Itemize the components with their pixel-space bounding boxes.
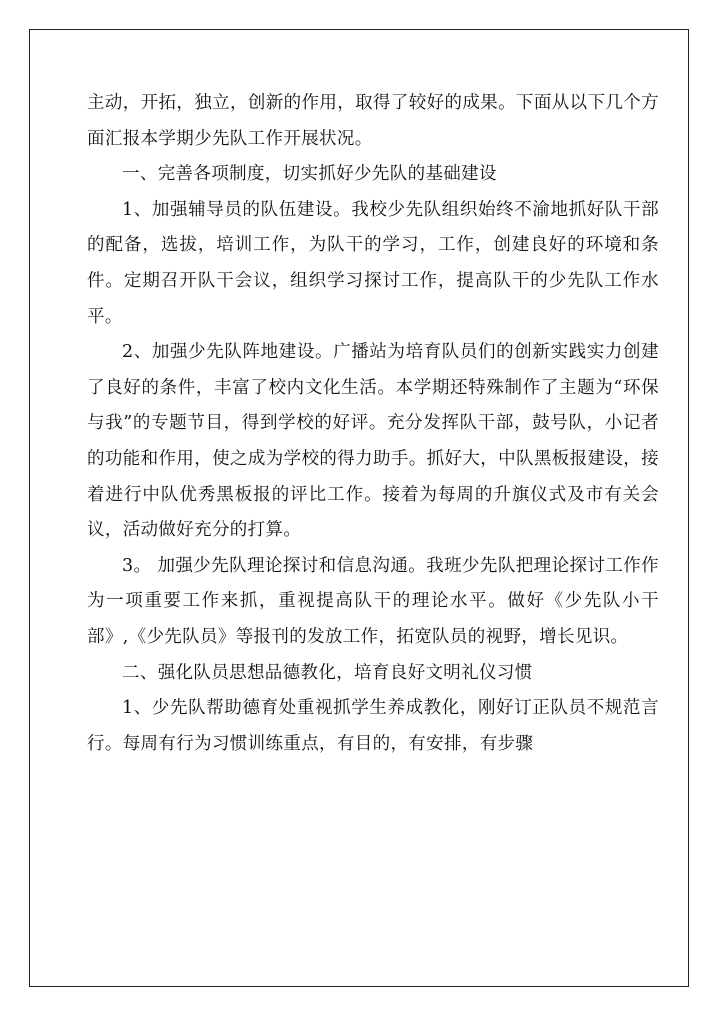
paragraph-1-3: 3。 加强少先队理论探讨和信息沟通。我班少先队把理论探讨工作作为一项重要工作来抓，重视提高队干的理论水平。做好《少先队小干部》,《少先队员》等报刊的发放工作，拓宽队员的视野，增长见识。 [87, 555, 659, 647]
paragraph-2-1: 1、少先队帮助德育处重视抓学生养成教化，刚好订正队员不规范言行。每周有行为习惯训练重点，有目的，有安排，有步骤 [87, 698, 659, 754]
section-heading-2: 二、强化队员思想品德教化，培育良好文明礼仪习惯 [122, 662, 533, 683]
paragraph-1-2: 2、加强少先队阵地建设。广播站为培育队员们的创新实践实力创建了良好的条件，丰富了校内文化生活。本学期还特殊制作了主题为“环保与我”的专题节目，得到学校的好评。充分发挥队干部，鼓号队，小记者的功能和作用，使之成为学校的得力助手。抓好大，中队黑板报建设，接着进行中队优秀黑板报的评比工作。接着为每周的升旗仪式及市有关会议，活动做好充分的打算。 [87, 342, 659, 541]
document-body [87, 86, 659, 762]
section-heading-1: 一、完善各项制度，切实抓好少先队的基础建设 [122, 164, 497, 185]
paragraph-1-1: 1、加强辅导员的队伍建设。我校少先队组织始终不渝地抓好队干部的配备，选拔，培训工作，为队干的学习，工作，创建良好的环境和条件。定期召开队干会议，组织学习探讨工作，提高队干的少先队工作水平。 [87, 199, 659, 327]
paragraph-intro-continuation: 主动，开拓，独立，创新的作用，取得了较好的成果。下面从以下几个方面汇报本学期少先队工作开展状况。 [87, 93, 659, 149]
